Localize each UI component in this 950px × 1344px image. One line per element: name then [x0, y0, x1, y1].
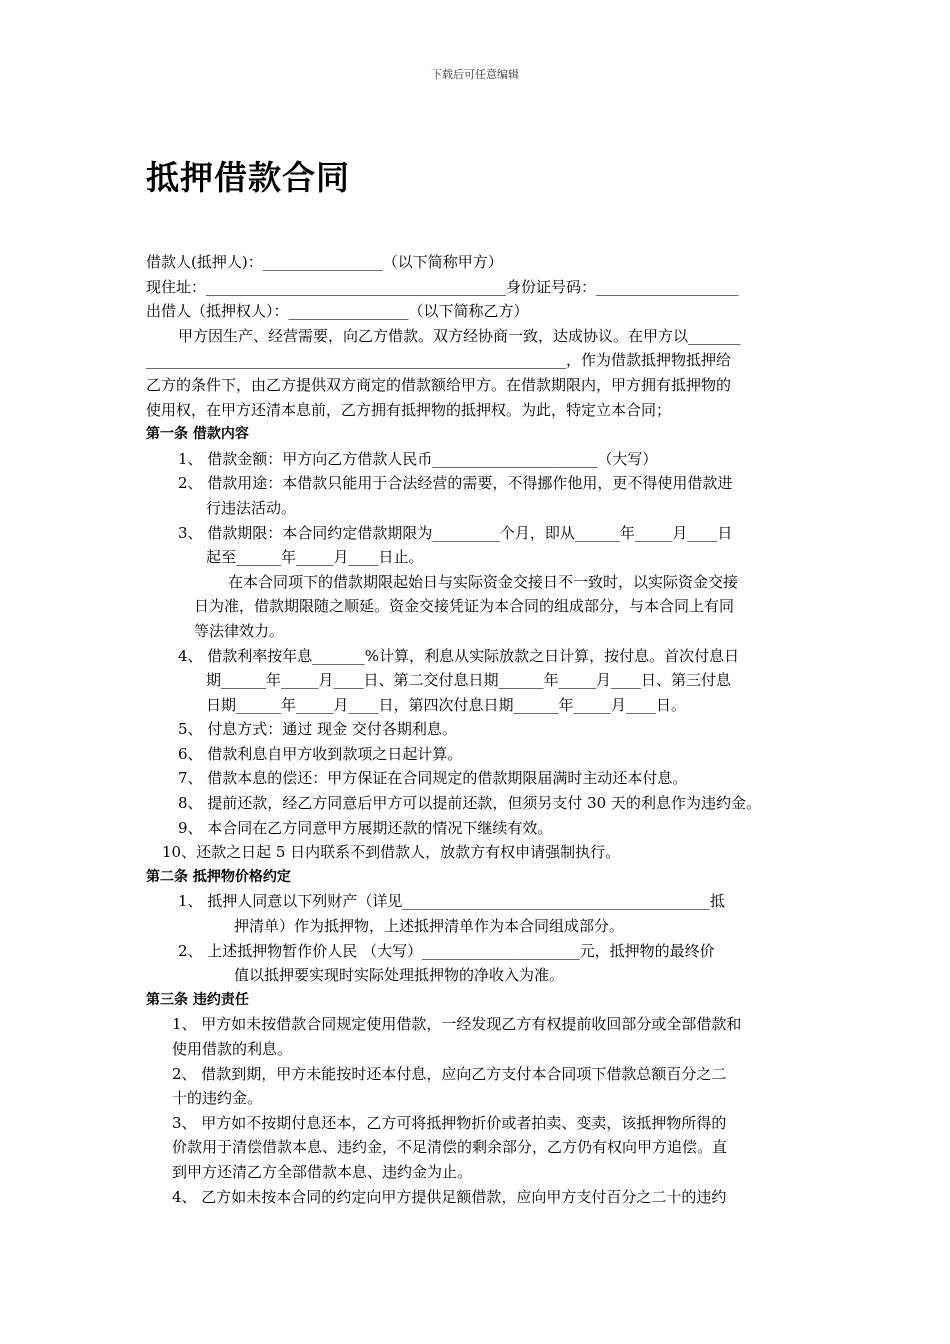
contract-line: ________________________________________________________，作为借款抵押物抵押给: [146, 351, 732, 370]
contract-line: 1、 抵押人同意以下列财产（详见_________________________________________抵: [178, 892, 725, 911]
section-heading: 第一条 借款内容: [146, 426, 249, 443]
contract-line: 9、 本合同在乙方同意甲方展期还款的情况下继续有效。: [178, 818, 553, 837]
contract-line: 使用权，在甲方还清本息前，乙方拥有抵押物的抵押权。为此，特定立本合同；: [146, 400, 672, 419]
contract-line: 2、 借款到期，甲方未能按时还本付息，应向乙方支付本合同项下借款总额百分之二: [172, 1064, 727, 1083]
contract-line: 3、 甲方如不按期付息还本，乙方可将抵押物折价或者拍卖、变卖，该抵押物所得的: [172, 1113, 727, 1132]
contract-line: 7、 借款本息的偿还：甲方保证在合同规定的借款期限届满时主动还本付息。: [178, 769, 688, 788]
contract-line: 价款用于清偿借款本息、违约金，不足清偿的剩余部分，乙方仍有权向甲方追偿。直: [172, 1138, 728, 1157]
contract-line: 5、 付息方式：通过 现金 交付各期利息。: [178, 720, 457, 739]
document-body: [146, 250, 818, 1209]
contract-line: 起至______年_____月____日止。: [206, 548, 424, 567]
contract-line: 日为准，借款期限随之顺延。资金交接凭证为本合同的组成部分，与本合同上有同: [194, 597, 735, 616]
contract-line: 押清单）作为抵押物，上述抵押清单作为本合同组成部分。: [234, 917, 625, 936]
contract-line: 在本合同项下的借款期限起始日与实际资金交接日不一致时，以实际资金交接: [228, 572, 739, 591]
contract-line: 4、 借款利率按年息_______%计算，利息从实际放款之日计算，按付息。首次付息日: [178, 646, 740, 665]
contract-line: 到甲方还清乙方全部借款本息、违约金为止。: [172, 1162, 473, 1181]
contract-line: 等法律效力。: [194, 621, 285, 640]
page-header: 下载后可任意编辑: [431, 68, 519, 81]
contract-line: 10、还款之日起 5 日内联系不到借款人，放款方有权申请强制执行。: [162, 843, 621, 862]
contract-line: 现住址：________________________________________身份证号码：___________________: [146, 277, 739, 296]
contract-line: 1、 借款金额：甲方向乙方借款人民币______________________（大写）: [178, 449, 658, 468]
contract-line: 日期______年_____月____日，第四次付息日期______年_____月____日。: [206, 695, 687, 714]
document-title: 抵押借款合同: [146, 158, 350, 197]
contract-line: 甲方因生产、经营需要，向乙方借款。双方经协商一致，达成协议。在甲方以_______: [178, 326, 741, 345]
contract-line: 期______年_____月____日、第二交付息日期______年_____月____日、第三付息: [206, 671, 732, 690]
contract-line: 2、 上述抵押物暂作价人民 （大写）_____________________元，抵押物的最终价: [178, 941, 715, 960]
contract-line: 值以抵押要实现时实际处理抵押物的净收入为准。: [234, 966, 565, 985]
contract-line: 十的违约金。: [172, 1089, 263, 1108]
contract-line: 8、 提前还款，经乙方同意后甲方可以提前还款，但须另支付 30 天的利息作为违约金。: [178, 794, 761, 813]
section-heading: 第二条 抵押物价格约定: [146, 868, 291, 885]
contract-line: 2、 借款用途：本借款只能用于合法经营的需要，不得挪作他用，更不得使用借款进: [178, 474, 733, 493]
contract-line: 乙方的条件下，由乙方提供双方商定的借款额给甲方。在借款期限内，甲方拥有抵押物的: [146, 375, 732, 394]
contract-line: 6、 借款利息自甲方收到款项之日起计算。: [178, 744, 463, 763]
section-heading: 第三条 违约责任: [146, 991, 249, 1008]
contract-line: 4、 乙方如未按本合同的约定向甲方提供足额借款，应向甲方支付百分之二十的违约: [172, 1187, 727, 1206]
contract-line: 1、 甲方如未按借款合同规定使用借款，一经发现乙方有权提前收回部分或全部借款和: [172, 1015, 742, 1034]
contract-line: 出借人（抵押权人）：________________（以下简称乙方）: [146, 302, 529, 321]
contract-line: 借款人(抵押人)：________________（以下简称甲方）: [146, 253, 503, 271]
contract-line: 使用借款的利息。: [172, 1040, 293, 1058]
contract-line: 3、 借款期限：本合同约定借款期限为_________个月，即从______年_____月____日: [178, 523, 733, 542]
contract-line: 行违法活动。: [206, 498, 297, 517]
